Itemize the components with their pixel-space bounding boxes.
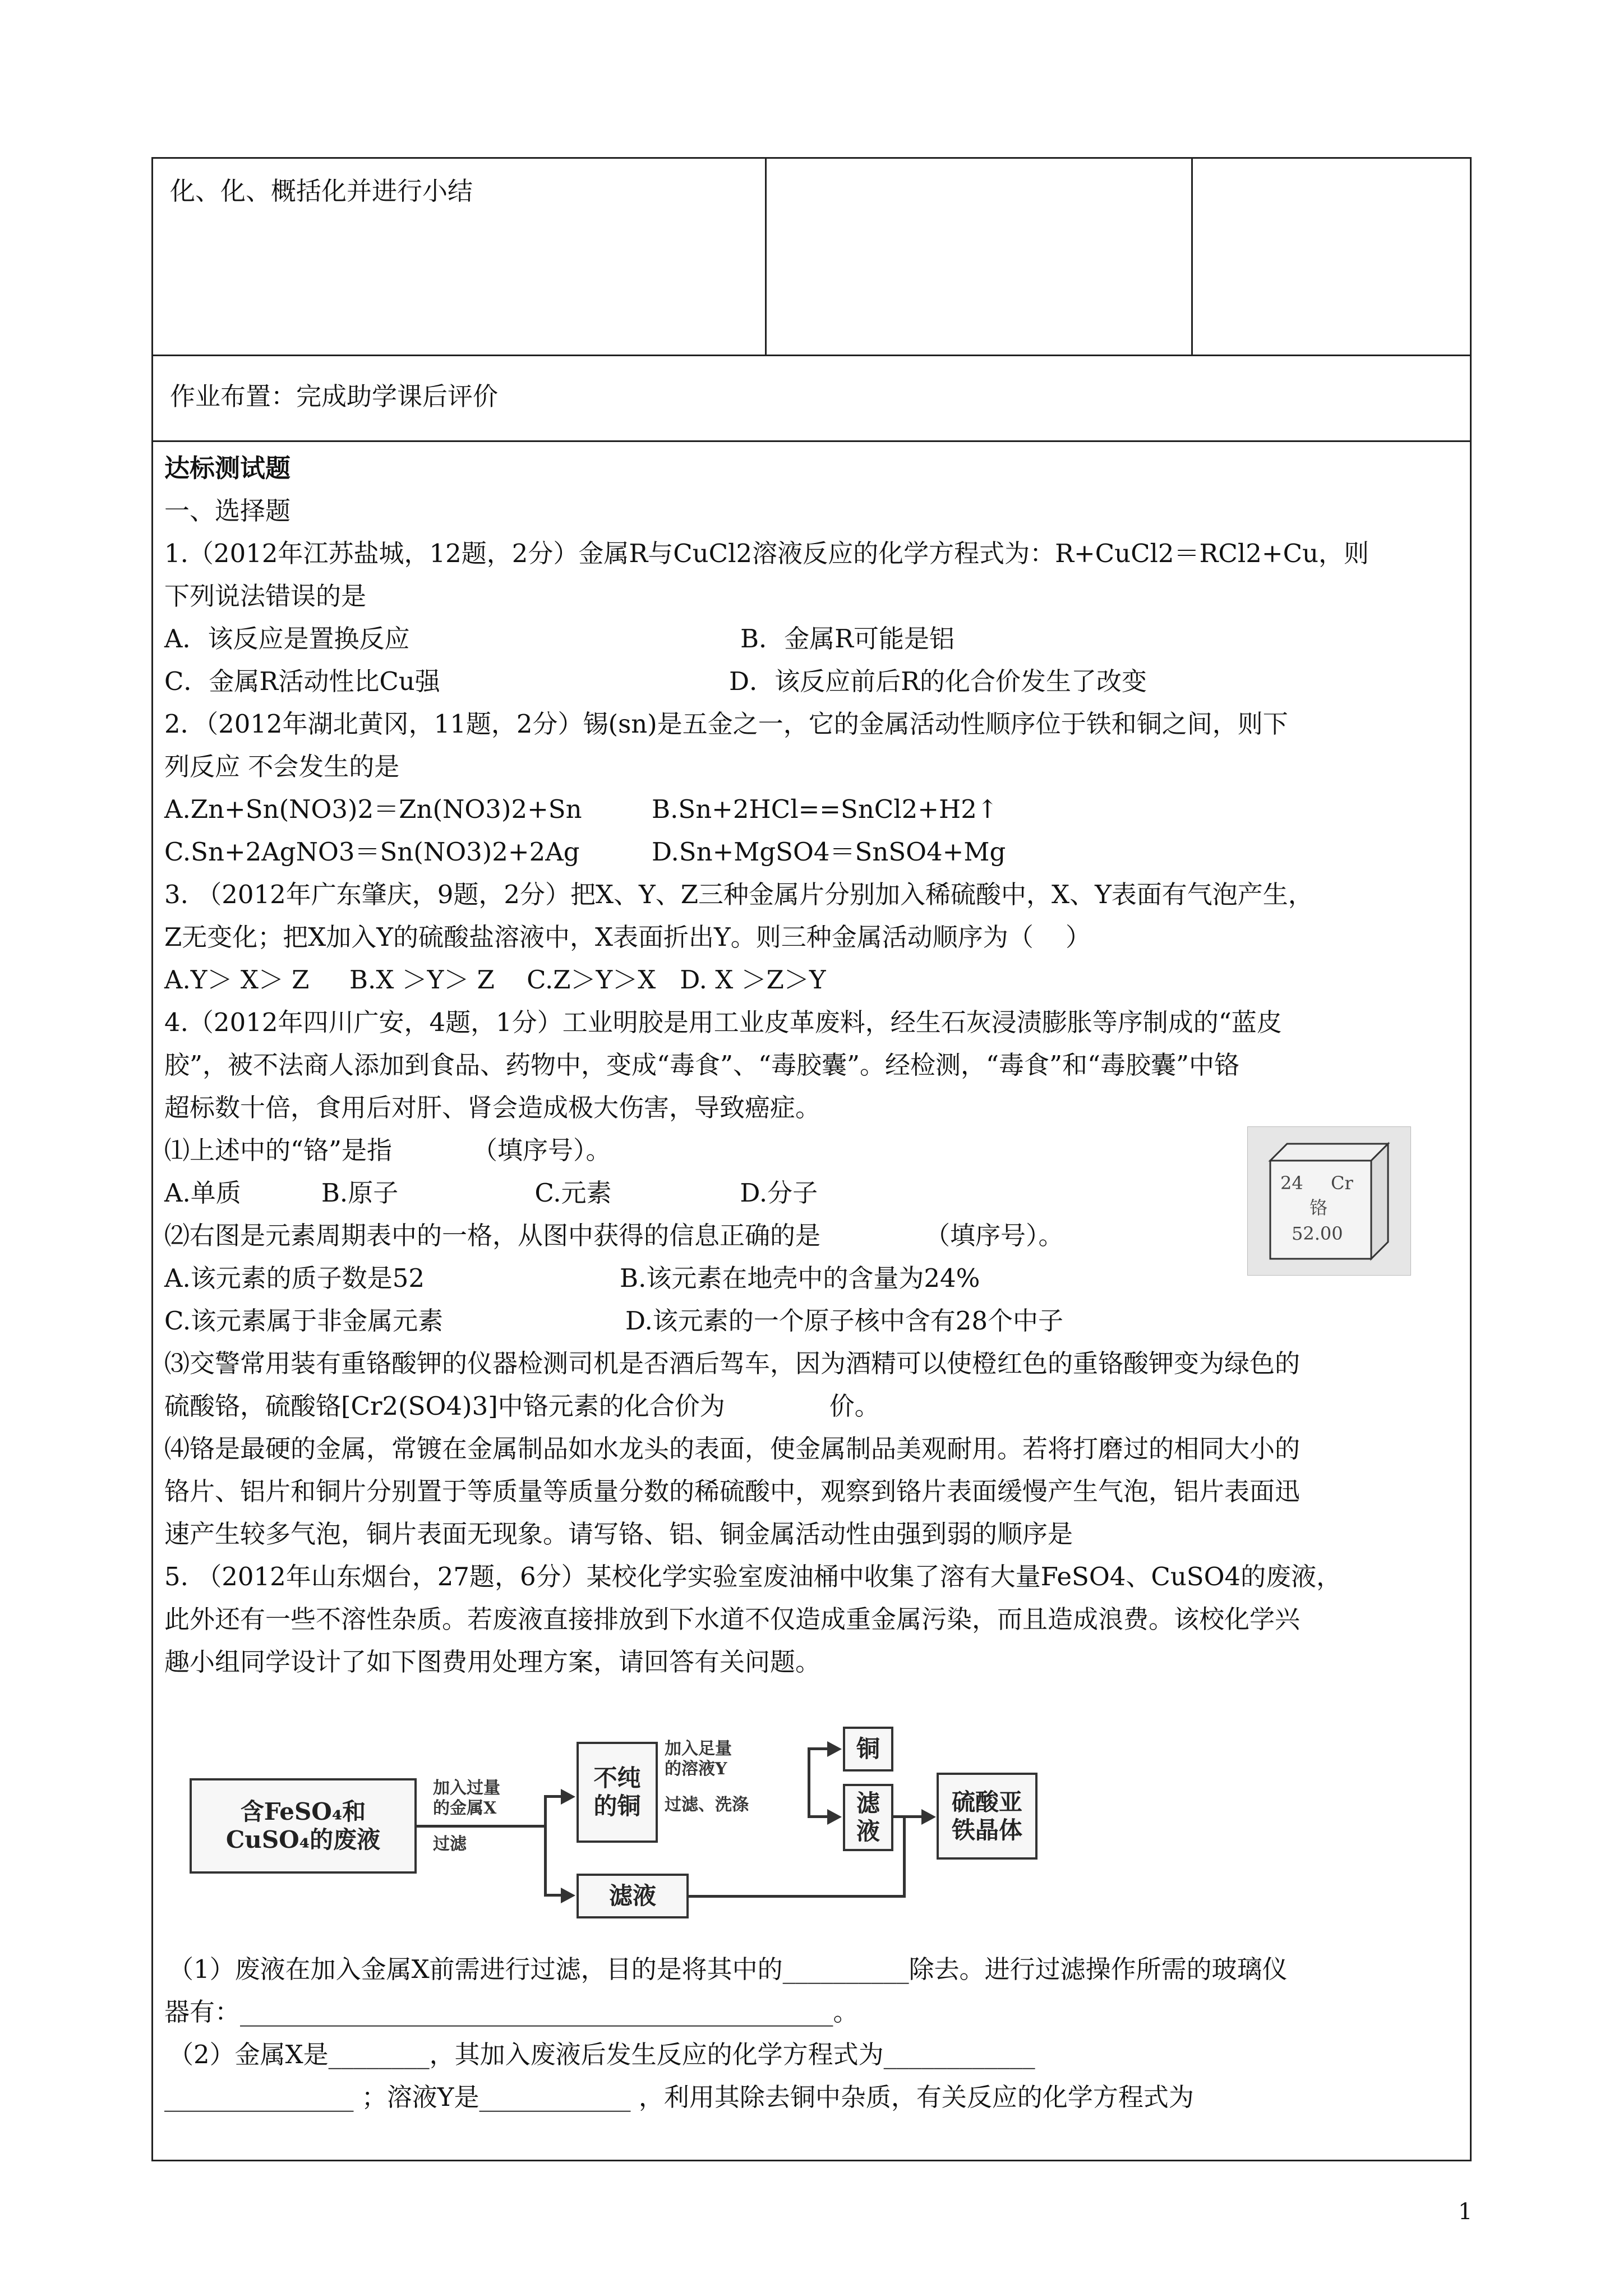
- flow-add-solution-y-label: 加入足量 的溶液Y: [665, 1739, 732, 1779]
- q4-sub1-options: A.单质 B.原子 C.元素 D.分子: [164, 1178, 818, 1208]
- flow-branch-vertical: [544, 1795, 547, 1896]
- table-col-divider-1: [765, 157, 767, 356]
- q2-stem-line2: 列反应 不会发生的是: [164, 752, 400, 781]
- q1-stem-line2: 下列说法错误的是: [164, 581, 367, 611]
- flow-branch-bottom-line: [544, 1894, 561, 1897]
- q5-part2-line2: _______________ ；溶液Y是____________ ，利用其除去铜中杂质，有关反应的化学方程式为: [164, 2082, 1194, 2112]
- flow-filtrate-top-box: 滤 液: [843, 1784, 893, 1851]
- element-symbol: Cr: [1331, 1172, 1353, 1194]
- periodic-table-cell-image: [1247, 1126, 1411, 1276]
- flow-add-metal-x-label: 加入过量 的金属X: [433, 1778, 500, 1818]
- flow-branch-bottom-arrowhead: [561, 1888, 575, 1903]
- q2-stem-line1: 2．（2012年湖北黄冈，11题，2分）锡(sn)是五金之一，它的金属活动性顺序位于铁和铜之间，则下: [164, 709, 1288, 739]
- flow-split-top-arrowhead: [827, 1741, 842, 1757]
- flow-waste-liquid-box: 含FeSO₄和 CuSO₄的废液: [190, 1778, 417, 1874]
- q4-sub1: ⑴上述中的“铬”是指 （填序号）。: [164, 1135, 611, 1165]
- flow-branch-top-arrowhead: [561, 1789, 575, 1805]
- table-col-divider-2: [1191, 157, 1193, 356]
- flow-branch-top-line: [544, 1795, 561, 1798]
- table-row2-bottom-border: [151, 440, 1472, 442]
- q1-option-a: A．该反应是置换反应: [164, 624, 410, 654]
- q4-stem-line2: 胶”，被不法商人添加到食品、药物中，变成“毒食”、“毒胶囊”。经检测，“毒食”和“毒胶囊”中铬: [164, 1050, 1240, 1080]
- table-bottom-border: [151, 2160, 1472, 2161]
- chromium-cell-cube: [1248, 1127, 1410, 1275]
- table-left-border: [151, 157, 153, 2161]
- flow-bottom-to-product-vertical: [903, 1816, 906, 1898]
- q1-option-c: C．金属R活动性比Cu强: [164, 666, 440, 696]
- q4-sub3-line2: 硫酸铬，硫酸铬[Cr2(SO4)3]中铬元素的化合价为 价。: [164, 1391, 880, 1421]
- flow-arrow-1-line: [417, 1825, 546, 1828]
- q5-stem-line2: 此外还有一些不溶性杂质。若废液直接排放到下水道不仅造成重金属污染，而且造成浪费。该校化学兴: [164, 1604, 1301, 1634]
- q2-option-c: C.Sn+2AgNO3＝Sn(NO3)2+2Ag: [164, 837, 580, 867]
- q3-options: A.Y＞ X＞ Z B.X ＞Y＞ Z C.Z＞Y＞X D. X ＞Z＞Y: [164, 965, 826, 995]
- flow-bottom-to-product-horizontal: [689, 1895, 905, 1898]
- table-right-border: [1470, 157, 1472, 2161]
- table-row1-bottom-border: [151, 355, 1472, 356]
- q4-sub2-option-b: B.该元素在地壳中的含量为24%: [620, 1263, 980, 1293]
- summary-cell-text: 化、化、概括化并进行小结: [170, 176, 473, 206]
- page-number: 1: [1458, 2199, 1473, 2225]
- q5-stem-line3: 趣小组同学设计了如下图费用处理方案，请回答有关问题。: [164, 1647, 821, 1677]
- q3-stem-line2: Z无变化；把X加入Y的硫酸盐溶液中，X表面折出Y。则三种金属活动顺序为（ ）: [164, 922, 1091, 952]
- q4-sub4-line2: 铬片、铝片和铜片分别置于等质量等质量分数的稀硫酸中，观察到铬片表面缓慢产生气泡，铝片表面迅: [164, 1476, 1301, 1506]
- element-atomic-number: 24: [1280, 1172, 1303, 1194]
- q5-part2-line1: （2）金属X是________，其加入废液后发生反应的化学方程式为____________: [168, 2040, 1035, 2069]
- q5-part1-line2: 器有：_______________________________________________。: [164, 1997, 859, 2027]
- q1-stem-line1: 1.（2012年江苏盐城，12题，2分）金属R与CuCl2溶液反应的化学方程式为：R+CuCl2＝RCl2+Cu，则: [164, 539, 1370, 568]
- flow-split-bottom-arrowhead: [827, 1809, 842, 1825]
- q4-sub4-line1: ⑷铬是最硬的金属，常镀在金属制品如水龙头的表面，使金属制品美观耐用。若将打磨过的相同大小的: [164, 1434, 1301, 1464]
- flow-filter-label-1: 过滤: [433, 1834, 467, 1854]
- q2-option-a: A.Zn+Sn(NO3)2＝Zn(NO3)2+Sn: [164, 794, 582, 824]
- flow-impure-copper-box: 不纯 的铜: [577, 1742, 658, 1843]
- q4-sub2-option-d: D.该元素的一个原子核中含有28个中子: [625, 1306, 1064, 1336]
- q5-stem-line1: 5. （2012年山东烟台，27题，6分）某校化学实验室废油桶中收集了溶有大量FeSO4、CuSO4的废液，: [164, 1562, 1342, 1591]
- q1-option-b: B．金属R可能是铝: [740, 624, 955, 654]
- q4-sub2-option-c: C.该元素属于非金属元素: [164, 1306, 444, 1336]
- q2-option-b: B.Sn+2HCl==SnCl2+H2↑: [652, 794, 998, 824]
- flow-split-top-line: [808, 1747, 827, 1750]
- q4-sub2-option-a: A.该元素的质子数是52: [164, 1263, 425, 1293]
- q5-part1-line1: （1）废液在加入金属X前需进行过滤，目的是将其中的__________除去。进行过滤操作所需的玻璃仪: [168, 1954, 1288, 1984]
- flow-to-product-arrowhead: [921, 1809, 936, 1825]
- q4-sub4-line3: 速产生较多气泡，铜片表面无现象。请写铬、铝、铜金属活动性由强到弱的顺序是: [164, 1519, 1073, 1549]
- flow-filter-wash-label: 过滤、洗涤: [665, 1795, 749, 1815]
- q4-stem-line3: 超标数十倍，食用后对肝、肾会造成极大伤害，导致癌症。: [164, 1093, 821, 1122]
- q3-stem-line1: 3. （2012年广东肇庆，9题，2分）把X、Y、Z三种金属片分别加入稀硫酸中，X、Y表面有气泡产生，: [164, 880, 1313, 909]
- flow-split-vertical: [808, 1747, 810, 1818]
- section-multiple-choice: 一、选择题: [164, 496, 291, 526]
- q2-option-d: D.Sn+MgSO4＝SnSO4+Mg: [652, 837, 1006, 867]
- q4-stem-line1: 4.（2012年四川广安，4题，1分）工业明胶是用工业皮革废料，经生石灰浸渍膨胀等序制成的“蓝皮: [164, 1007, 1282, 1037]
- homework-assignment: 作业布置：完成助学课后评价: [170, 381, 499, 411]
- flow-split-bottom-line: [808, 1815, 827, 1818]
- element-atomic-mass: 52.00: [1292, 1223, 1343, 1244]
- test-heading: 达标测试题: [164, 453, 291, 483]
- element-name: 铬: [1310, 1197, 1328, 1218]
- flow-copper-box: 铜: [843, 1727, 893, 1772]
- table-top-border: [151, 157, 1472, 159]
- q4-sub3-line1: ⑶交警常用装有重铬酸钾的仪器检测司机是否酒后驾车，因为酒精可以使橙红色的重铬酸钾变为绿色的: [164, 1349, 1301, 1378]
- q1-option-d: D．该反应前后R的化合价发生了改变: [729, 666, 1147, 696]
- flow-filtrate-bottom-box: 滤液: [577, 1874, 689, 1918]
- q4-sub2: ⑵右图是元素周期表中的一格，从图中获得的信息正确的是 （填序号）。: [164, 1221, 1064, 1250]
- flow-ferrous-sulfate-crystal-box: 硫酸亚 铁晶体: [937, 1773, 1038, 1860]
- flow-to-product-line: [893, 1815, 921, 1818]
